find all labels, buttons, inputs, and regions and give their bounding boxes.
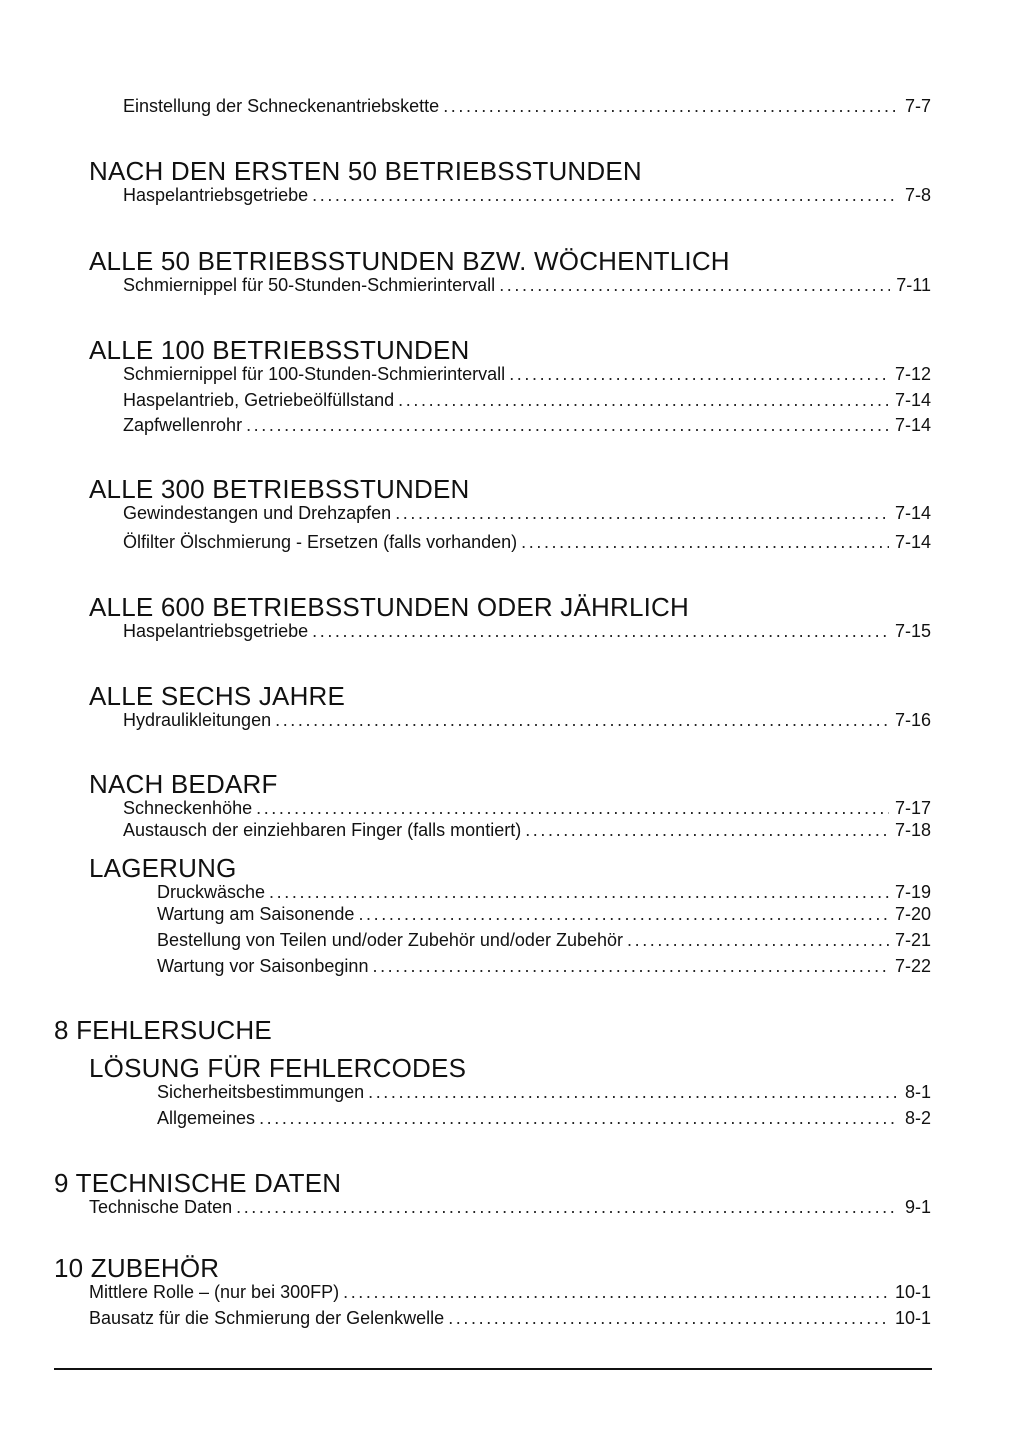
- toc-entry[interactable]: [89, 1196, 931, 1218]
- toc-entry[interactable]: [157, 929, 931, 951]
- toc-entry[interactable]: [123, 274, 931, 296]
- toc-entry-label: Bausatz für die Schmierung der Gelenkwelle: [89, 1308, 445, 1328]
- toc-entry-label: Gewindestangen und Drehzapfen: [123, 503, 392, 523]
- toc-leader-dots: [525, 819, 889, 841]
- toc-leader-dots: [312, 184, 899, 206]
- section-heading: ALLE SECHS JAHRE: [89, 681, 346, 711]
- toc-page-number: 9-1: [904, 1197, 931, 1217]
- toc-entry-label: Austausch der einziehbaren Finger (falls montiert): [123, 820, 522, 840]
- section-heading: ALLE 50 BETRIEBSSTUNDEN BZW. WÖCHENTLICH: [89, 246, 730, 276]
- toc-entry[interactable]: [123, 709, 931, 731]
- toc-leader-dots: [343, 1281, 889, 1303]
- toc-entry-label: Einstellung der Schneckenantriebskette: [123, 96, 440, 116]
- toc-leader-dots: [398, 389, 889, 411]
- toc-leader-dots: [448, 1307, 889, 1329]
- toc-entry-label: Allgemeines: [157, 1108, 256, 1128]
- section-heading: LÖSUNG FÜR FEHLERCODES: [89, 1053, 467, 1083]
- toc-page-number: 7-14: [894, 415, 931, 435]
- toc-page-number: 10-1: [894, 1282, 931, 1302]
- toc-page-number: 10-1: [894, 1308, 931, 1328]
- toc-entry-label: Schneckenhöhe: [123, 798, 253, 818]
- toc-entry[interactable]: [157, 881, 931, 903]
- toc-entry-label: Bestellung von Teilen und/oder Zubehör und/oder Zubehör: [157, 930, 623, 950]
- section-heading: ALLE 100 BETRIEBSSTUNDEN: [89, 335, 470, 365]
- toc-page-number: 7-8: [904, 185, 931, 205]
- toc-entry-label: Haspelantriebsgetriebe: [123, 185, 309, 205]
- toc-page-number: 7-22: [894, 956, 931, 976]
- toc-entry[interactable]: [89, 1281, 931, 1303]
- toc-page-number: 7-18: [894, 820, 931, 840]
- toc-page-number: 8-1: [904, 1082, 931, 1102]
- toc-entry[interactable]: [123, 620, 931, 642]
- toc-entry-label: Zapfwellenrohr: [123, 415, 243, 435]
- toc-leader-dots: [368, 1081, 899, 1103]
- chapter-heading: 9 TECHNISCHE DATEN: [54, 1168, 342, 1198]
- section-heading: LAGERUNG: [89, 853, 237, 883]
- toc-page-number: 7-15: [894, 621, 931, 641]
- toc-leader-dots: [358, 903, 889, 925]
- toc-entry[interactable]: [123, 389, 931, 411]
- toc-page-number: 7-19: [894, 882, 931, 902]
- toc-leader-dots: [443, 95, 899, 117]
- toc-entry-label: Mittlere Rolle – (nur bei 300FP): [89, 1282, 340, 1302]
- toc-page-number: 7-21: [894, 930, 931, 950]
- toc-leader-dots: [499, 274, 890, 296]
- toc-leader-dots: [256, 797, 889, 819]
- toc-entry-label: Technische Daten: [89, 1197, 233, 1217]
- toc-entry-label: Schmiernippel für 50-Stunden-Schmierintervall: [123, 275, 496, 295]
- toc-entry-label: Wartung am Saisonende: [157, 904, 355, 924]
- toc-entry-label: Schmiernippel für 100-Stunden-Schmierintervall: [123, 364, 506, 384]
- toc-page-number: 7-16: [894, 710, 931, 730]
- toc-entry-label: Haspelantrieb, Getriebeölfüllstand: [123, 390, 395, 410]
- toc-entry[interactable]: [123, 819, 931, 841]
- toc-entry[interactable]: [123, 363, 931, 385]
- toc-page-number: 7-7: [904, 96, 931, 116]
- toc-entry-label: Ölfilter Ölschmierung - Ersetzen (falls vorhanden): [123, 532, 518, 552]
- toc-entry[interactable]: [157, 1081, 931, 1103]
- toc-page-number: 8-2: [904, 1108, 931, 1128]
- toc-entry[interactable]: [123, 502, 931, 524]
- toc-entry[interactable]: [157, 903, 931, 925]
- chapter-heading: 10 ZUBEHÖR: [54, 1253, 220, 1283]
- toc-leader-dots: [521, 531, 889, 553]
- toc-entry[interactable]: [123, 414, 931, 436]
- toc-page-number: 7-14: [894, 532, 931, 552]
- toc-entry[interactable]: [123, 797, 931, 819]
- section-heading: NACH DEN ERSTEN 50 BETRIEBSSTUNDEN: [89, 156, 642, 186]
- toc-entry[interactable]: [123, 184, 931, 206]
- toc-leader-dots: [275, 709, 889, 731]
- toc-leader-dots: [395, 502, 889, 524]
- toc-page-number: 7-20: [894, 904, 931, 924]
- toc-page-number: 7-14: [894, 503, 931, 523]
- toc-page-number: 7-17: [894, 798, 931, 818]
- toc-entry[interactable]: [157, 955, 931, 977]
- section-heading: ALLE 600 BETRIEBSSTUNDEN ODER JÄHRLICH: [89, 592, 689, 622]
- toc-entry-label: Hydraulikleitungen: [123, 710, 272, 730]
- toc-entry[interactable]: [123, 531, 931, 553]
- toc-leader-dots: [627, 929, 889, 951]
- toc-page-number: 7-14: [894, 390, 931, 410]
- toc-leader-dots: [259, 1107, 899, 1129]
- toc-leader-dots: [269, 881, 889, 903]
- toc-entry[interactable]: [89, 1307, 931, 1329]
- footer-divider: [54, 1368, 932, 1370]
- chapter-heading: 8 FEHLERSUCHE: [54, 1015, 272, 1045]
- toc-leader-dots: [312, 620, 889, 642]
- toc-entry-label: Sicherheitsbestimmungen: [157, 1082, 365, 1102]
- toc-entry[interactable]: [123, 95, 931, 117]
- toc-entry-label: Haspelantriebsgetriebe: [123, 621, 309, 641]
- toc-leader-dots: [372, 955, 889, 977]
- toc-page-number: 7-11: [896, 275, 931, 295]
- toc-entry-label: Druckwäsche: [157, 882, 266, 902]
- toc-entry-label: Wartung vor Saisonbeginn: [157, 956, 369, 976]
- toc-page-number: 7-12: [894, 364, 931, 384]
- toc-leader-dots: [236, 1196, 899, 1218]
- toc-entry[interactable]: [157, 1107, 931, 1129]
- toc-leader-dots: [246, 414, 889, 436]
- toc-leader-dots: [509, 363, 889, 385]
- section-heading: ALLE 300 BETRIEBSSTUNDEN: [89, 474, 470, 504]
- section-heading: NACH BEDARF: [89, 769, 278, 799]
